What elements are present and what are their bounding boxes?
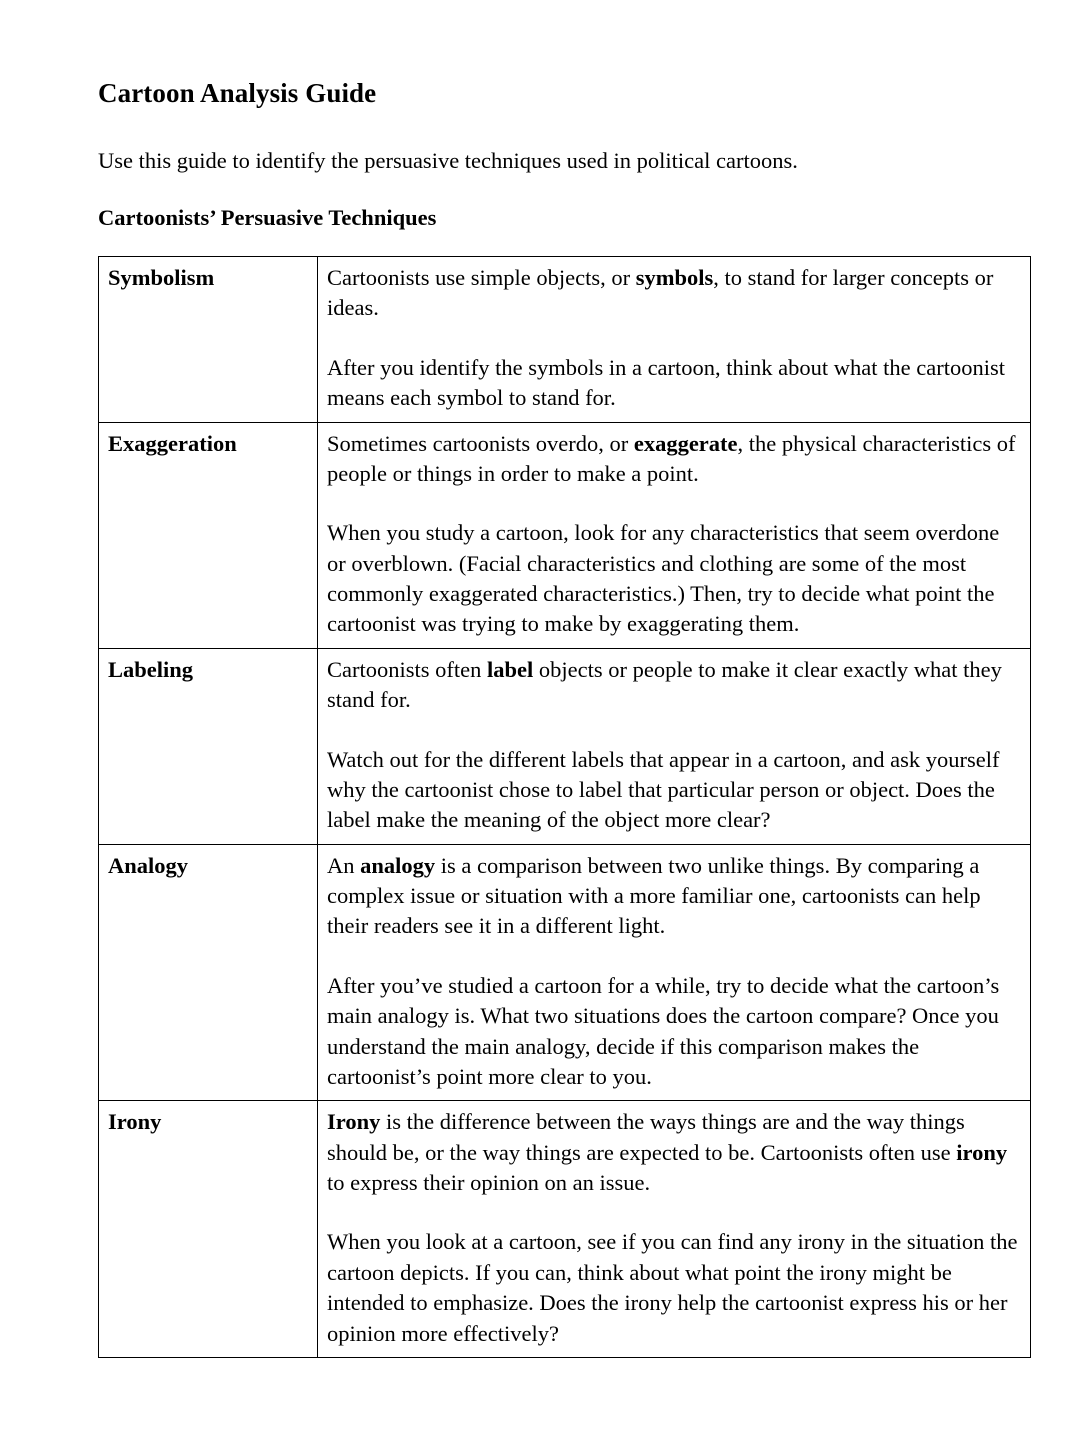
technique-paragraph (327, 655, 1021, 716)
paragraph-text: An (327, 852, 361, 878)
technique-description-cell (318, 257, 1031, 423)
technique-paragraph (327, 851, 1021, 942)
technique-paragraph (327, 1227, 1021, 1349)
technique-description-cell (318, 844, 1031, 1101)
technique-paragraph (327, 745, 1021, 836)
paragraph-text: to express their opinion on an issue. (327, 1170, 651, 1196)
technique-term-cell (99, 648, 318, 844)
technique-paragraph (327, 971, 1021, 1093)
table-row (99, 844, 1031, 1101)
technique-paragraph (327, 1107, 1021, 1198)
paragraph-text: When you study a cartoon, look for any characteristics that seem overdone or overblown. (Facial characteristics and clothing are some of the most commonly exaggerated characteristics.) Then, try to decide what point the cartoonist was trying to make by exaggerating them. (327, 520, 1000, 637)
keyword-emphasis: Irony (327, 1109, 381, 1135)
paragraph-text: Cartoonists use simple objects, or (327, 265, 636, 291)
paragraph-text: , to stand for larger concepts or ideas. (327, 265, 994, 321)
section-heading: Cartoonists’ Persuasive Techniques (98, 205, 437, 231)
paragraph-text: Cartoonists often (327, 656, 487, 682)
technique-term-label: Exaggeration (108, 430, 237, 456)
technique-term-label: Labeling (108, 656, 194, 682)
paragraph-text: Sometimes cartoonists overdo, or (327, 430, 634, 456)
table-row (99, 1101, 1031, 1358)
technique-paragraph (327, 518, 1021, 640)
technique-term-cell (99, 422, 318, 648)
table-row (99, 422, 1031, 648)
technique-description-cell (318, 422, 1031, 648)
technique-paragraph (327, 263, 1021, 324)
technique-paragraph (327, 353, 1021, 414)
table-row (99, 257, 1031, 423)
persuasive-techniques-table (98, 256, 1031, 1358)
technique-term-cell (99, 257, 318, 423)
technique-paragraph (327, 429, 1021, 490)
technique-term-label: Irony (108, 1109, 162, 1135)
technique-description-cell (318, 1101, 1031, 1358)
keyword-emphasis: exaggerate (633, 430, 738, 456)
paragraph-text: After you identify the symbols in a cartoon, think about what the cartoonist means each symbol to stand for. (327, 354, 1005, 411)
paragraph-text: is the difference between the ways things are and the way things should be, or the way things are expected to be. Cartoonists often use (327, 1109, 965, 1165)
keyword-emphasis: symbols (635, 265, 714, 291)
technique-term-label: Analogy (108, 852, 189, 878)
table-row (99, 648, 1031, 844)
document-body (98, 78, 1018, 1358)
paragraph-text: is a comparison between two unlike things. By comparing a complex issue or situation with a more familiar one, cartoonists can help their readers see it in a different light. (327, 852, 981, 939)
technique-description-cell (318, 648, 1031, 844)
table-body (99, 257, 1031, 1358)
paragraph-text: objects or people to make it clear exactly what they stand for. (327, 656, 1002, 713)
keyword-emphasis: irony (956, 1139, 1008, 1165)
intro-paragraph: Use this guide to identify the persuasive techniques used in political cartoons. (98, 148, 798, 174)
paragraph-text: , the physical characteristics of people or things in order to make a point. (327, 430, 1016, 486)
paragraph-text: Watch out for the different labels that appear in a cartoon, and ask yourself why the cartoonist chose to label that particular person or object. Does the label make the meaning of the object more clear? (327, 746, 1000, 833)
keyword-emphasis: analogy (360, 852, 436, 878)
technique-term-cell (99, 844, 318, 1101)
page-title: Cartoon Analysis Guide (98, 78, 377, 108)
paragraph-text: When you look at a cartoon, see if you can find any irony in the situation the cartoon depicts. If you can, think about what point the irony might be intended to emphasize. Does the irony help the cartoonist express his or her opinion more effectively? (327, 1229, 1018, 1346)
technique-term-cell (99, 1101, 318, 1358)
technique-term-label: Symbolism (108, 265, 215, 291)
paragraph-text: After you’ve studied a cartoon for a while, try to decide what the cartoon’s main analogy is. What two situations does the cartoon compare? Once you understand the main analogy, decide if this comparison makes the cartoonist’s point more clear to you. (327, 972, 1000, 1089)
keyword-emphasis: label (486, 656, 534, 682)
